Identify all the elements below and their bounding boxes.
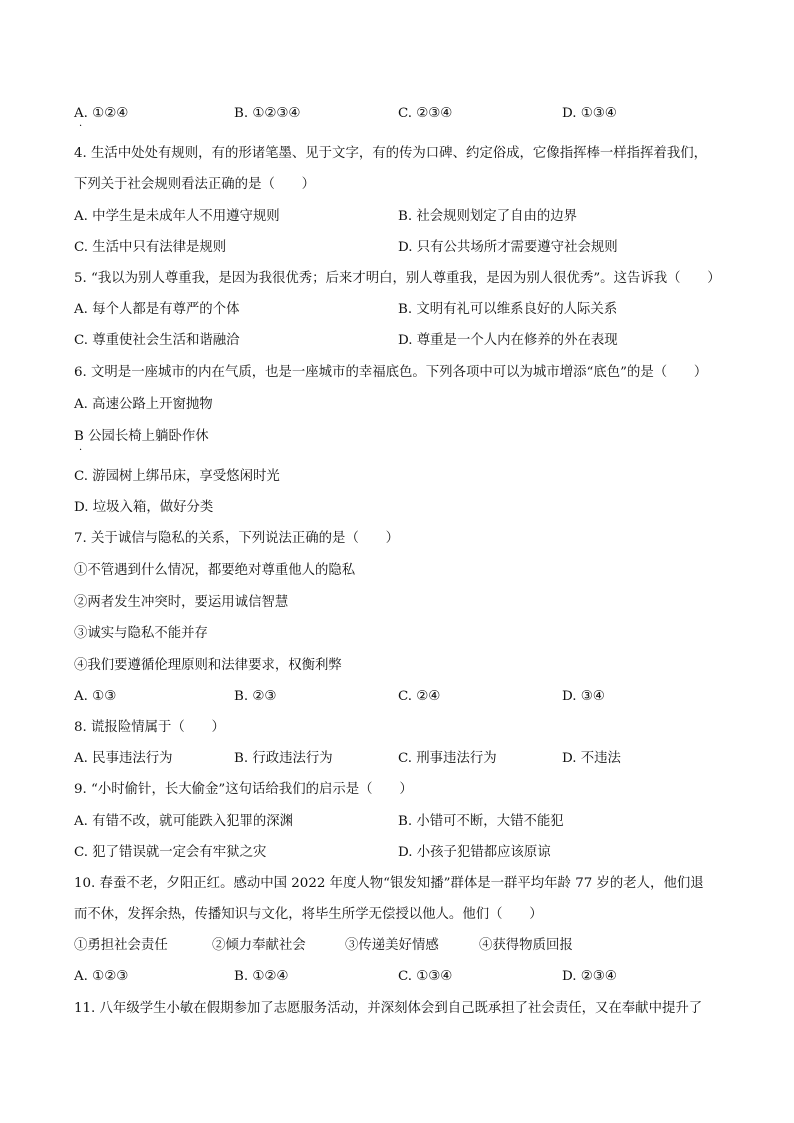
q8-option-d[interactable]: D. 不违法 [562,751,621,766]
q6-option-c[interactable]: C. 游园树上绑吊床，享受悠闲时光 [74,469,280,484]
q3-option-c[interactable]: C. ②③④ [398,106,453,121]
q10-item-1: ①勇担社会责任 [74,938,168,953]
q11-stem-line1: 11. 八年级学生小敏在假期参加了志愿服务活动，并深刻体会到自己既承担了社会责任，又在奉献中提升了 [74,1001,703,1016]
q10-option-d[interactable]: D. ②③④ [562,969,617,984]
q9-option-c[interactable]: C. 犯了错误就一定会有牢狱之灾 [74,845,267,860]
q10-option-a[interactable]: A. ①②③ [74,969,129,984]
q3-option-a[interactable]: A. ①②④ [74,106,129,121]
q8-option-a[interactable]: A. 民事违法行为 [74,751,173,766]
q10-stem-line1: 10. 春蚕不老，夕阳正红。感动中国 2022 年度人物“银发知播”群体是一群平均年龄 77 岁的老人，他们退 [74,876,704,891]
q7-option-c[interactable]: C. ②④ [398,689,441,704]
q10-item-2: ②倾力奉献社会 [212,938,306,953]
q4-option-a[interactable]: A. 中学生是未成年人不用遵守规则 [74,209,280,224]
q7-item-2: ②两者发生冲突时，要运用诚信智慧 [74,595,289,610]
q4-option-c[interactable]: C. 生活中只有法律是规则 [74,240,227,255]
q10-item-3: ③传递美好情感 [345,938,439,953]
q7-option-a[interactable]: A. ①③ [74,689,117,704]
q7-item-4: ④我们要遵循伦理原则和法律要求，权衡利弊 [74,658,342,673]
stray-dot: · [79,121,83,132]
q6-option-d[interactable]: D. 垃圾入箱，做好分类 [74,500,214,515]
q9-option-d[interactable]: D. 小孩子犯错都应该原谅 [398,845,551,860]
q3-option-d[interactable]: D. ①③④ [562,106,617,121]
q5-stem: 5. “我以为别人尊重我，是因为我很优秀；后来才明白，别人尊重我，是因为别人很优秀”。这告诉我（ ） [74,271,721,286]
q6-option-b[interactable]: B 公园长椅上躺卧作休 [74,429,209,444]
q10-stem-line2: 而不休，发挥余热，传播知识与文化，将毕生所学无偿授以他人。他们（ ） [74,907,543,922]
q10-option-c[interactable]: C. ①③④ [398,969,453,984]
q7-option-b[interactable]: B. ②③ [234,689,277,704]
q4-option-b[interactable]: B. 社会规则划定了自由的边界 [398,209,578,224]
q8-option-b[interactable]: B. 行政违法行为 [234,751,333,766]
q4-stem-line2: 下列关于社会规则看法正确的是（ ） [74,177,316,192]
q7-stem: 7. 关于诚信与隐私的关系，下列说法正确的是（ ） [74,531,400,546]
q7-item-3: ③诚实与隐私不能并存 [74,626,208,641]
q5-option-a[interactable]: A. 每个人都是有尊严的个体 [74,302,240,317]
q9-option-b[interactable]: B. 小错可不断，大错不能犯 [398,814,564,829]
q10-option-b[interactable]: B. ①②④ [234,969,289,984]
q6-stem: 6. 文明是一座城市的内在气质，也是一座城市的幸福底色。下列各项中可以为城市增添“底色”的是（ ） [74,365,708,380]
q5-option-b[interactable]: B. 文明有礼可以维系良好的人际关系 [398,302,618,317]
q5-option-d[interactable]: D. 尊重是一个人内在修养的外在表现 [398,333,618,348]
stray-dot: · [79,445,83,456]
q4-option-d[interactable]: D. 只有公共场所才需要遵守社会规则 [398,240,618,255]
q10-item-4: ④获得物质回报 [479,938,573,953]
q6-option-a[interactable]: A. 高速公路上开窗抛物 [74,397,213,412]
q7-item-1: ①不管遇到什么情况，都要绝对尊重他人的隐私 [74,563,356,578]
q8-stem: 8. 谎报险情属于（ ） [74,720,225,735]
q8-option-c[interactable]: C. 刑事违法行为 [398,751,497,766]
q5-option-c[interactable]: C. 尊重使社会生活和谐融洽 [74,333,240,348]
q4-stem-line1: 4. 生活中处处有规则，有的形诸笔墨、见于文字，有的传为口碑、约定俗成，它像指挥棒一样指挥着我们， [74,146,707,161]
q9-option-a[interactable]: A. 有错不改，就可能跌入犯罪的深渊 [74,814,294,829]
q9-stem: 9. “小时偷针，长大偷金”这句话给我们的启示是（ ） [74,782,413,797]
q3-option-b[interactable]: B. ①②③④ [234,106,301,121]
q7-option-d[interactable]: D. ③④ [562,689,605,704]
